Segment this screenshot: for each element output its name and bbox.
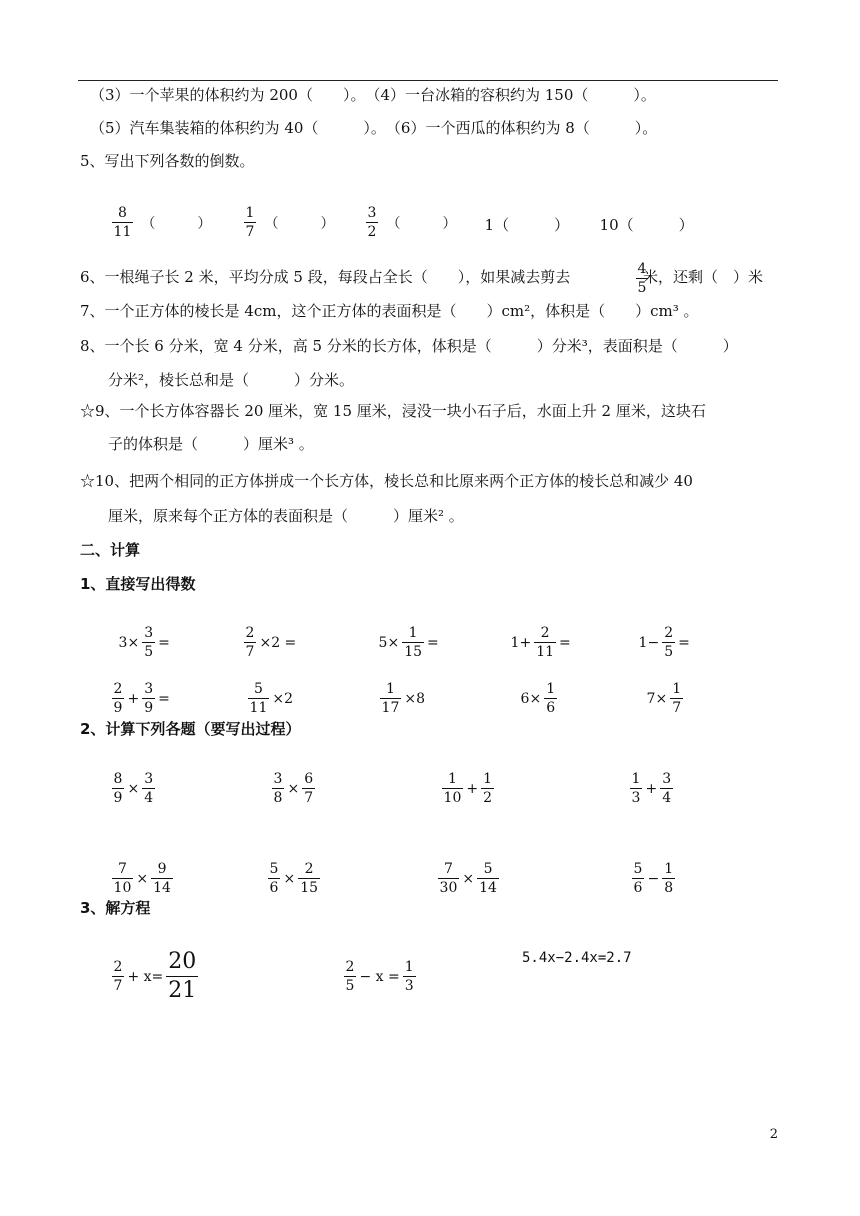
direct-item-5: 1− $\frac{2}{5}$ = <box>638 625 690 660</box>
direct-item-9: 6× $\frac{1}{6}$ <box>520 681 556 716</box>
header-rule <box>78 80 778 81</box>
subsection-3-heading: 3、解方程 <box>80 899 151 917</box>
direct-item-1: 3× $\frac{3}{5}$ = <box>118 625 170 660</box>
question-7: 7、一个正方体的棱长是 4cm，这个正方体的表面积是（ ）cm²，体积是（ ）cm³ 。 <box>80 302 699 320</box>
question-4-line-3: （3）一个苹果的体积约为 200（ ）。 （4）一台冰箱的容积约为 150（ ）。 <box>90 86 656 104</box>
calc-item-8: $\frac{5}{6}$ − $\frac{1}{8}$ <box>633 861 674 896</box>
direct-item-6: $\frac{2}{9}$ + $\frac{3}{9}$ = <box>113 681 170 716</box>
direct-item-4: 1+ $\frac{2}{11}$ = <box>510 625 571 660</box>
fraction: $\frac{3}{2}$ <box>367 205 377 240</box>
question-10-line-1: ☆10、把两个相同的正方体拼成一个长方体，棱长总和比原来两个正方体的棱长总和减少 40 <box>80 472 693 490</box>
question-6-tail: 米，还剩（ ）米 <box>643 268 764 286</box>
calc-item-3: $\frac{1}{10}$ + $\frac{1}{2}$ <box>443 771 493 806</box>
subsection-1-heading: 1、直接写出得数 <box>80 575 196 593</box>
calc-item-5: $\frac{7}{10}$ × $\frac{9}{14}$ <box>113 861 171 896</box>
question-8-line-1: 8、一个长 6 分米，宽 4 分米，高 5 分米的长方体，体积是（ ）分米³，表面积是（ ） <box>80 337 738 355</box>
reciprocal-item-4: 1（ ） <box>484 216 570 234</box>
direct-item-10: 7× $\frac{1}{7}$ <box>646 681 682 716</box>
page-number: 2 <box>769 1127 778 1142</box>
fraction: $\frac{1}{7}$ <box>245 205 255 240</box>
question-10-line-2: 厘米，原来每个正方体的表面积是（ ）厘米² 。 <box>108 507 464 525</box>
direct-item-7: $\frac{5}{11}$ ×2 <box>249 681 294 716</box>
equation-1: $\frac{2}{7}$ + x= $\frac{20}{21}$ <box>113 949 197 1003</box>
fraction: $\frac{8}{11}$ <box>113 205 132 240</box>
question-9-line-1: ☆9、一个长方体容器长 20 厘米，宽 15 厘米，浸没一块小石子后，水面上升 2 厘米，这块石 <box>80 402 706 420</box>
question-6-fraction: $\frac{4}{5}$ <box>637 261 647 296</box>
direct-item-8: $\frac{1}{17}$ ×8 <box>381 681 426 716</box>
calc-item-2: $\frac{3}{8}$ × $\frac{6}{7}$ <box>273 771 314 806</box>
subsection-2-heading: 2、计算下列各题（要写出过程） <box>80 720 301 738</box>
equation-2: $\frac{2}{5}$ − x = $\frac{1}{3}$ <box>345 959 414 994</box>
question-8-line-2: 分米²，棱长总和是（ ）分米。 <box>108 371 355 389</box>
reciprocal-item-2: $\frac{1}{7}$ （ ） <box>245 205 335 240</box>
question-6-text: 6、一根绳子长 2 米，平均分成 5 段，每段占全长（ ），如果减去剪去 <box>80 268 571 286</box>
calc-item-7: $\frac{7}{30}$ × $\frac{5}{14}$ <box>439 861 497 896</box>
equation-3: 5.4x−2.4x=2.7 <box>522 950 632 966</box>
calc-item-4: $\frac{1}{3}$ + $\frac{3}{4}$ <box>631 771 672 806</box>
calc-item-6: $\frac{5}{6}$ × $\frac{2}{15}$ <box>269 861 319 896</box>
reciprocal-item-5: 10（ ） <box>599 216 694 234</box>
section-2-heading: 二、计算 <box>80 541 141 559</box>
reciprocal-item-1: $\frac{8}{11}$ （ ） <box>113 205 212 240</box>
question-5-title: 5、写出下列各数的倒数。 <box>80 152 255 170</box>
reciprocal-item-3: $\frac{3}{2}$ （ ） <box>367 205 457 240</box>
question-4-line-5: （5）汽车集装箱的体积约为 40（ ）。 （6）一个西瓜的体积约为 8（ ）。 <box>90 119 658 137</box>
direct-item-3: 5× $\frac{1}{15}$ = <box>378 625 439 660</box>
calc-item-1: $\frac{8}{9}$ × $\frac{3}{4}$ <box>113 771 154 806</box>
question-9-line-2: 子的体积是（ ）厘米³ 。 <box>108 435 314 453</box>
direct-item-2: $\frac{2}{7}$ ×2 = <box>245 625 297 660</box>
